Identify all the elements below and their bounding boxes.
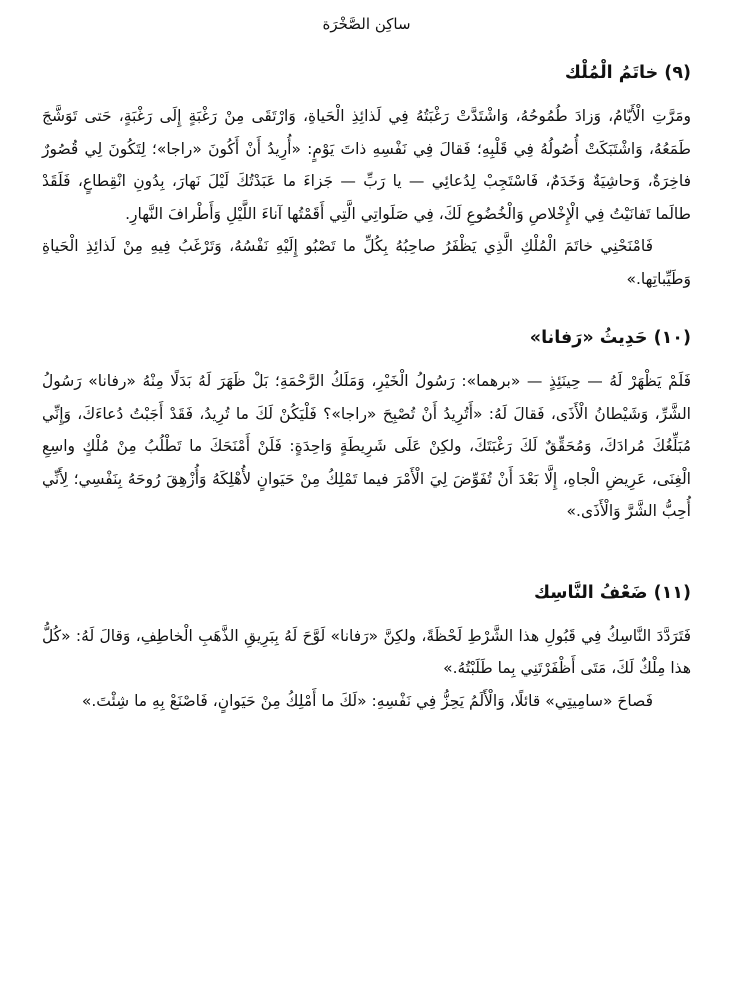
section-hermit-weakness: [42, 578, 691, 718]
section-title: (١١) ضَعْفُ النَّاسِك: [534, 582, 691, 603]
paragraph: فَامْنَحْنِي خاتَمَ الْمُلْكِ الَّذِي يَظْفَرُ صاحِبُهُ بِكُلِّ ما تَصْبُو إِلَيْهِ نَفْسُهُ، وَتَرْغَبُ فِيهِ مِنْ لَذائِذِ الْحَياةِ وَطَيِّباتِها.»: [42, 237, 691, 288]
paragraph: فَتَرَدَّدَ النَّاسِكُ فِي قَبُولِ هذا الشَّرْطِ لَحْظَةً، ولكِنَّ «رَفانا» لَوَّحَ لَهُ بِبَرِيقِ الذَّهَبِ الْخاطِفِ، وَقالَ لَهُ: «كُلُّ هذا مِلْكٌ لَكَ، مَتَى أَظْفَرْتَنِي بِما طَلَبْتُهُ.»: [42, 626, 691, 677]
section-title: (١٠) حَدِيثُ «رَفانا»: [529, 328, 691, 348]
paragraph: ومَرَّتِ الْأَيّامُ، وَزادَ طُمُوحُهُ، وَاشْتَدَّتْ رَغْبَتُهُ فِي لَذائِذِ الْحَياةِ، وَارْتَقَى مِنْ رَغْبَةٍ إِلَى رَغْبَةٍ، حَتى تَوَشَّجَ طَمَعُهُ، وَاشْتَبَكَتْ أُصُولُهُ فِي قَلْبِهِ؛ فَقالَ فِي نَفْسِهِ ذاتَ يَوْمٍ: «أُرِيدُ أَنْ أَكُونَ «راجا»؛ لِتَكُونَ لِي قُصُورٌ فاخِرَةٌ، وَحاشِيَةٌ وَخَدَمٌ، فَاسْتَجِبْ لِدُعائِي — يا رَبِّ — جَزاءَ ما عَبَدْتُكَ لَيْلَ نَهارَ، بِدُونِ انْقِطاعٍ، فَلَقَدْ طالَما تَفانَيْتُ فِي الْإِخْلاصِ وَالْخُضُوعِ لَكَ، فِي صَلَواتِي الَّتِي أَقَمْتُها آناءَ اللَّيْلِ وَأَطْرافَ النَّهارِ.: [42, 107, 691, 223]
section-rafana-speech: [42, 323, 691, 528]
section-title: (٩) خاتَمُ الْمُلْك: [564, 63, 691, 83]
paragraph: فَلَمْ يَظْهَرْ لَهُ — حِينَئِذٍ — «برهما»: رَسُولُ الْخَيْرِ، وَمَلَكُ الرَّحْمَةِ؛ بَلْ ظَهَرَ لَهُ بَدَلًا مِنْهُ «رفانا» رَسُولُ الشَّرِّ، وَشَيْطانُ الْأَذَى، فَقالَ لَهُ: «أَتُرِيدُ أَنْ تُصْبِحَ «راجا»؟ فَلْيَكُنْ لَكَ ما تُرِيدُ، فَقَدْ أَجَبْتُ دُعاءَكَ، وَإِنِّي مُبَلِّغُكَ مُرادَكَ، وَمُحَقِّقٌ لَكَ رَغْبَتَكَ، ولكِنْ عَلَى شَرِيطَةٍ وَاحِدَةٍ: فَلَنْ أَمْنَحَكَ ما تَطْلُبُ مِنْ مُلْكٍ واسِعِ الْغِنَى، عَرِيضِ الْجاهِ، إِلَّا بَعْدَ أَنْ تُفَوِّضَ لِيَ الْأَمْرَ فيما تَمْلِكُ مِنْ حَيَوانٍ لأُهْلِكَهُ وَأُزْهِقَ رُوحَهُ بِنَفْسِي؛ لِأَنِّي أُحِبُّ الشَّرَّ وَالْأَذَى.»: [42, 372, 691, 520]
paragraph: فَصاحَ «سامِيتِي» قائلًا، وَالْأَلَمُ يَحِزُّ فِي نَفْسِهِ: «لَكَ ما أَمْلِكُ مِنْ حَيَوانٍ، فَاصْنَعْ بِهِ ما شِئْتَ.»: [81, 691, 653, 710]
section-kings-ring: [42, 58, 691, 295]
running-header: ساكِن الصَّخْرَة: [322, 15, 411, 33]
